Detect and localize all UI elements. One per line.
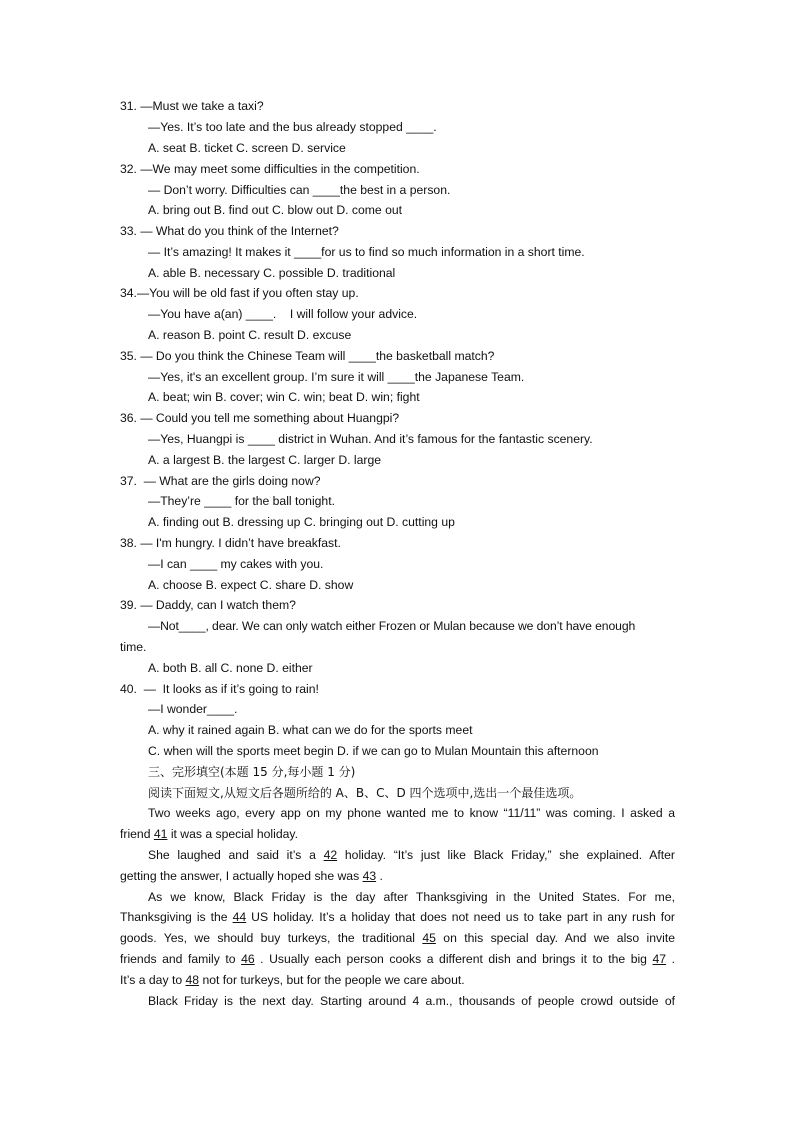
question-34-options: A. reason B. point C. result D. excuse (148, 328, 352, 342)
question-34-dialogue: —You have a(an) ____. I will follow your advice. (148, 307, 418, 321)
question-38-options: A. choose B. expect C. share D. show (148, 578, 354, 592)
question-33-dialogue: — It’s amazing! It makes it ____for us to find so much information in a short time. (148, 245, 585, 259)
passage-line: She laughed and said it’s a 42 holiday. “It’s just like Black Friday,” she explained. After (148, 848, 675, 862)
question-40-options: A. why it rained again B. what can we do for the sports meet (148, 723, 473, 737)
passage-line: friend 41 it was a special holiday. (120, 827, 298, 841)
question-32-dialogue: — Don’t worry. Difficulties can ____the best in a person. (148, 183, 451, 197)
question-32-options: A. bring out B. find out C. blow out D. come out (148, 203, 403, 217)
question-35-options: A. beat; win B. cover; win C. win; beat D. win; fight (148, 390, 420, 404)
section-heading: 三、完形填空(本题 15 分,每小题 1 分) (148, 765, 356, 779)
blank-41: 41 (153, 827, 168, 841)
blank-46: 46 (241, 952, 255, 966)
question-38: 38. — I'm hungry. I didn’t have breakfast. (120, 536, 341, 550)
question-34: 34.—You will be old fast if you often stay up. (120, 286, 359, 300)
question-33-options: A. able B. necessary C. possible D. traditional (148, 266, 396, 280)
question-37-dialogue: —They’re ____ for the ball tonight. (148, 494, 335, 508)
question-33: 33. — What do you think of the Internet? (120, 224, 339, 238)
question-40-dialogue: —I wonder____. (148, 702, 238, 716)
blank-48: 48 (185, 973, 200, 987)
question-35: 35. — Do you think the Chinese Team will ____the basketball match? (120, 349, 495, 363)
question-31-options: A. seat B. ticket C. screen D. service (148, 141, 346, 155)
question-36-options: A. a largest B. the largest C. larger D. large (148, 453, 382, 467)
question-39-dialogue-cont: time. (120, 640, 147, 654)
question-39: 39. — Daddy, can I watch them? (120, 598, 296, 612)
passage-line: It’s a day to 48 not for turkeys, but for the people we care about. (120, 973, 465, 987)
question-40: 40. — It looks as if it’s going to rain! (120, 682, 319, 696)
question-39-options: A. both B. all C. none D. either (148, 661, 313, 675)
section-instruction: 阅读下面短文,从短文后各题所给的 A、B、C、D 四个选项中,选出一个最佳选项。 (148, 786, 582, 800)
question-39-dialogue: —Not____, dear. We can only watch either Frozen or Mulan because we don’t have enough (148, 619, 636, 633)
question-36-dialogue: —Yes, Huangpi is ____ district in Wuhan. And it’s famous for the fantastic scenery. (148, 432, 593, 446)
passage-line: goods. Yes, we should buy turkeys, the traditional 45 on this special day. And we also invite (120, 931, 675, 945)
passage-line: Black Friday is the next day. Starting around 4 a.m., thousands of people crowd outside of (148, 994, 675, 1008)
blank-45: 45 (422, 931, 436, 945)
question-35-dialogue: —Yes, it's an excellent group. I’m sure it will ____the Japanese Team. (148, 370, 525, 384)
passage-line: getting the answer, I actually hoped she was 43 . (120, 869, 383, 883)
passage-line: friends and family to 46 . Usually each person cooks a different dish and brings it to the big 47 . (120, 952, 675, 966)
question-31-dialogue: —Yes. It’s too late and the bus already stopped ____. (148, 120, 437, 134)
blank-42: 42 (323, 848, 338, 862)
question-36: 36. — Could you tell me something about Huangpi? (120, 411, 400, 425)
question-40-options-cont: C. when will the sports meet begin D. if we can go to Mulan Mountain this afternoon (148, 744, 599, 758)
question-32: 32. —We may meet some difficulties in the competition. (120, 162, 420, 176)
passage-line: Two weeks ago, every app on my phone wanted me to know “11/11” was coming. I asked a (148, 806, 675, 820)
passage-line: Thanksgiving is the 44 US holiday. It’s a holiday that does not need us to take part in any rush for (120, 910, 675, 924)
blank-47: 47 (652, 952, 667, 966)
question-37-options: A. finding out B. dressing up C. bringing out D. cutting up (148, 515, 455, 529)
question-31: 31. —Must we take a taxi? (120, 99, 264, 113)
blank-43: 43 (362, 869, 377, 883)
question-37: 37. — What are the girls doing now? (120, 474, 321, 488)
question-38-dialogue: —I can ____ my cakes with you. (148, 557, 324, 571)
blank-44: 44 (232, 910, 247, 924)
passage-line: As we know, Black Friday is the day after Thanksgiving in the United States. For me, (148, 890, 675, 904)
